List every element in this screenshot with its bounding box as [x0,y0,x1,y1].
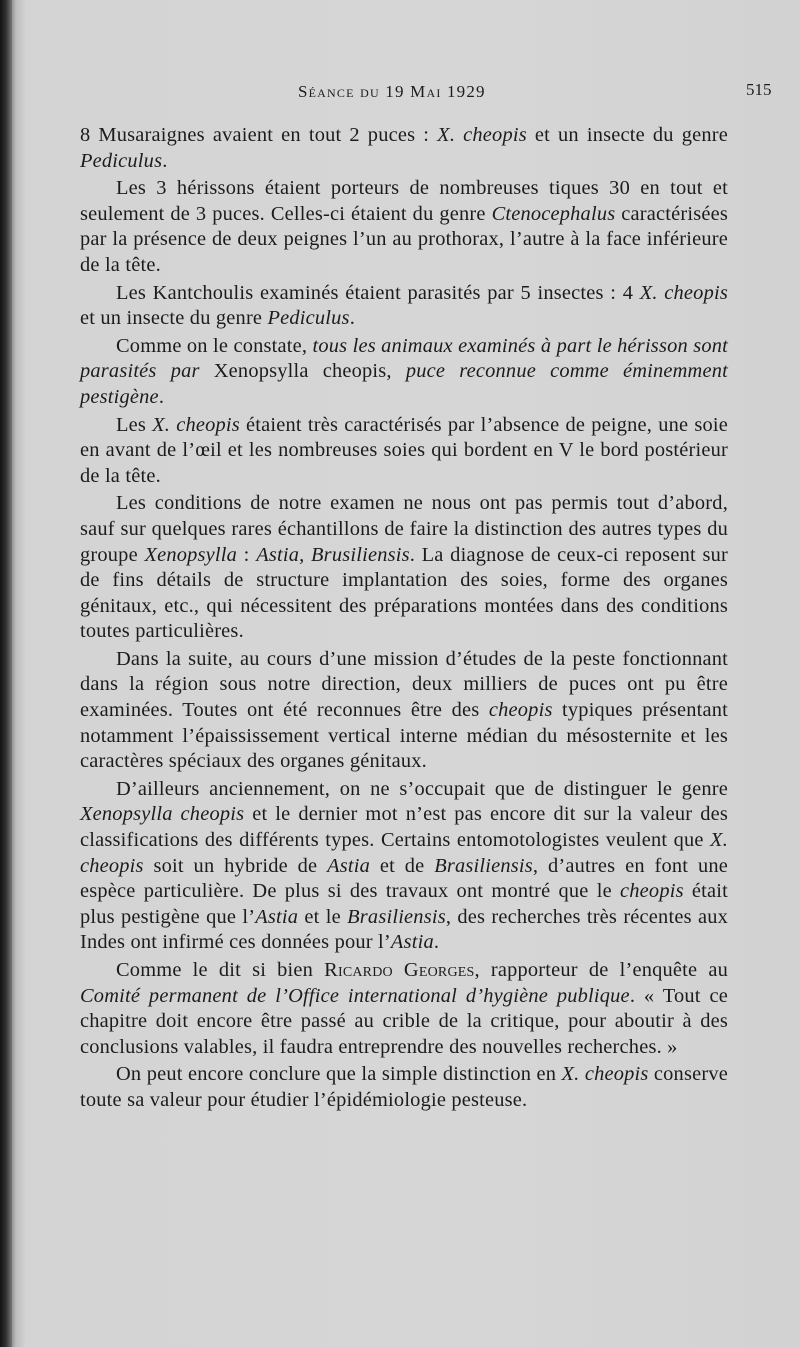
running-title: Séance du 19 Mai 1929 [298,82,486,101]
italic-run: Astia [327,854,371,877]
text-run: soit un hybride de [143,854,328,877]
body-text [80,123,728,1116]
paragraph-8 [80,777,728,956]
text-run: . « Tout ce chapitre doit encore être passé au crible de la critique, pour aboutir à des conclusions valables, il faudra entreprendre des nouvelles recherches. » [80,984,728,1058]
italic-run: Comité permanent de l’Office international d’hygiène publique [80,984,630,1007]
italic-run: cheopis [488,699,553,722]
text-run: Les [116,413,153,436]
text-run: , rapporteur de l’enquête au [474,959,729,981]
text-run: On peut encore conclure que la simple distinction en [116,1063,562,1086]
text-run: et de [370,854,435,877]
text-run: . [162,149,168,172]
text-run: et un insecte du genre [526,124,728,146]
paragraph-6 [80,491,728,645]
text-run: et un insecte du genre [80,307,268,330]
text-run: typiques présentant notamment l’épaississement vertical interne médian du mésosternite et les caractères spéciaux des organes génitaux. [80,699,728,773]
text-run: 8 Musaraignes avaient en tout 2 puces : [80,124,438,146]
italic-run: X. cheopis [80,829,728,877]
text-run: Les 3 hérissons étaient porteurs de nombreuses tiques 30 en tout et seulement de 3 puces. Celles-ci étaient du genre [80,177,728,225]
text-run: , des recherches très récentes aux Indes ont infirmé ces données pour l’ [80,905,728,954]
text-run: Les conditions de notre examen ne nous ont pas permis tout d’abord, sauf sur quelques rares échantillons de faire la distinction des autres types du groupe [80,492,728,566]
text-run: Comme le dit si bien [116,959,325,981]
text-run: et le dernier mot n’est pas encore dit sur la valeur des classifications des différents types. Certains entomotologistes veulent que [80,803,728,852]
paragraph-9 [80,958,728,1060]
text-run: , d’autres en font une espèce particulière. De plus si des travaux ont montré que le [80,854,729,903]
text-run: conserve toute sa valeur pour étudier l’épidémiologie pesteuse. [80,1063,728,1111]
page-header [0,78,800,108]
paragraph-2 [80,176,728,278]
paragraph-7 [80,647,728,775]
italic-run: cheopis [620,880,684,903]
italic-run: puce reconnue comme éminemment pestigène [80,360,728,408]
paragraph-10 [80,1062,728,1113]
text-run: Xenopsylla cheopis, [199,360,406,383]
text-run: Les Kantchoulis examinés étaient parasités par 5 insectes : 4 [116,281,640,304]
text-run: Dans la suite, au cours d’une mission d’études de la peste fonctionnant dans la région sous notre direction, deux milliers de puces ont pu être examinées. Toutes ont été reconnues être des [80,647,728,722]
text-run: . [349,307,356,330]
text-run: . La diagnose de ceux-ci reposent sur de fins détails de structure implantation des soies, forme des organes génitaux, etc., qui nécessitent des préparations montées dans des conditions toutes particulières. [80,543,729,643]
page-number: 515 [746,80,772,99]
text-run: Comme on le constate, [116,334,313,357]
text-run: . [158,385,165,408]
paragraph-5 [80,413,728,490]
text-run: étaient très caractérisés par l’absence de peigne, une soie en avant de l’œil et les nombreuses soies qui bordent en V le bord postérieur de la tête. [80,413,728,487]
italic-run: Brasiliensis [434,854,533,877]
italic-run: Astia, Brusiliensis [256,543,410,566]
italic-run: X. cheopis [437,124,527,146]
italic-run: Xenopsylla cheopis [80,803,245,826]
italic-run: Pediculus [267,307,350,330]
italic-run: tous les animaux examinés à part le hérisson sont parasités par [80,334,728,383]
text-run: . [433,931,440,954]
italic-run: Xenopsylla [144,543,238,566]
italic-run: X. cheopis [561,1063,649,1086]
text-run: était plus pestigène que l’ [80,880,728,928]
text-run: : [237,543,257,566]
paragraph-4 [80,334,728,411]
paragraph-1 [80,123,728,174]
text-run: caractérisées par la présence de deux peignes l’un au prothorax, l’autre à la face inférieure de la tête. [80,202,728,276]
author-name: Ricardo Georges [324,959,475,981]
italic-run: Brasiliensis [347,905,446,928]
italic-run: Pediculus [80,149,163,172]
book-spine-shadow [0,0,12,1347]
text-run: et le [298,905,348,928]
italic-run: Ctenocephalus [491,202,616,225]
italic-run: X. cheopis [152,413,240,436]
paragraph-3 [80,281,728,332]
italic-run: Astia [390,931,434,954]
italic-run: X. cheopis [639,281,728,304]
italic-run: Astia [255,905,299,928]
text-run: D’ailleurs anciennement, on ne s’occupait que de distinguer le genre [116,777,728,800]
